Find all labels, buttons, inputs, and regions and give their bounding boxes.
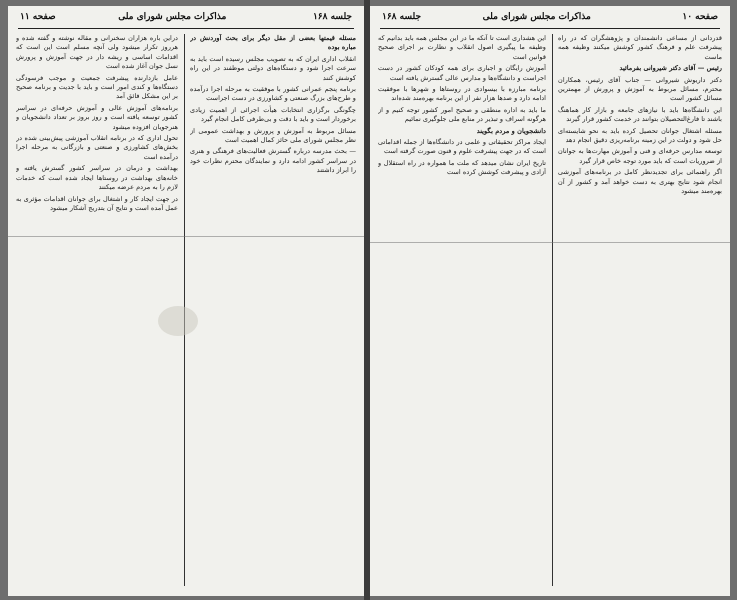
paper-crease [8,236,364,237]
column-divider [552,34,553,586]
paragraph: دانشجویان و مردم بگویند [476,126,546,135]
paragraph: برنامه‌های آموزش عالی و آموزش حرفه‌ای در سراسر کشور توسعه یافته است و روز بروز بر تعداد دانشجویان و هنرجویان افزوده میشود [16,103,178,131]
paragraph: تاریخ ایران نشان میدهد که ملت ما همواره در راه استقلال و آزادی و پیشرفت کوشش کرده است [378,158,546,177]
left-outer-column [16,34,178,588]
right-page-number: صفحه ۱۰ [682,12,718,22]
left-page-number: صفحه ۱۱ [20,12,56,22]
paragraph: آموزش رایگان و اجباری برای همه کودکان کشور در دست اجراست و دانشگاه‌ها و مدارس عالی گسترش یافته است [378,64,546,82]
paragraph: تحول اداری که در برنامه انقلاب آموزشی پیش‌بینی شده در بخش‌های کشاورزی و صنعتی و بازرگانی به مرحله اجرا درآمده است [16,134,178,161]
paragraph: مسئله اشتغال جوانان تحصیل کرده باید به نحو شایسته‌ای حل شود و دولت در این زمینه برنامه‌ریزی دقیق انجام دهد [558,126,722,145]
paragraph: — بحث مدرسه درباره گسترش فعالیت‌های فرهنگی و هنری در سراسر کشور ادامه دارد و نمایندگان محترم نظرات خود را ابراز داشتند [190,147,356,175]
left-session-label: جلسه ۱۶۸ [312,12,352,22]
paper-crease [370,242,730,243]
paper-stain [158,306,198,336]
paragraph: این دانشگاه‌ها باید با نیازهای جامعه و بازار کار هماهنگ باشند تا فارغ‌التحصیلان بتوانند در خدمت کشور قرار گیرند [558,105,722,124]
paragraph: در جهت ایجاد کار و اشتغال برای جوانان اقدامات مؤثری به عمل آمده است و نتایج آن بتدریج آشکار میشود [16,194,178,212]
paragraph: عامل بازدارنده پیشرفت جمعیت و موجب فرسودگی دستگاه‌ها و کندی امور است و باید با جدیت و برنامه صحیح بر این مشکل فائق آمد [16,73,178,101]
right-session-label: جلسه ۱۶۸ [382,12,422,22]
speaker-heading: رئیس — آقای دکتر شیروانی بفرمائید [619,64,722,73]
paragraph: برنامه پنجم عمرانی کشور با موفقیت به مرحله اجرا درآمده و طرح‌های بزرگ صنعتی و کشاورزی در دست اجراست [190,85,356,103]
right-outer-column [558,34,722,588]
paragraph: قدردانی از مساعی دانشمندان و پژوهشگران که در راه پیشرفت علم و فرهنگ کشور کوشش میکنند وظیفه همه ماست [558,34,722,61]
right-title: مذاکرات مجلس شورای ملی [482,12,591,22]
paragraph: چگونگی برگزاری انتخابات هیأت اجرائی از اهمیت زیادی برخوردار است و باید با دقت و بی‌طرفی کامل انجام گیرد [190,105,356,124]
paragraph: دکتر داریوش شیروانی — جناب آقای رئیس، همکاران محترم، مسائل مربوط به آموزش و پرورش از مهمترین مسائل کشور است [558,75,722,103]
paragraph: توسعه مدارس حرفه‌ای و فنی و آموزش مهارت‌ها به جوانان از ضروریات است که باید مورد توجه خاص قرار گیرد [558,147,722,165]
paragraph: ما باید به اداره منطقی و صحیح امور کشور توجه کنیم و از هرگونه اسراف و تبذیر در منابع ملی جلوگیری نمائیم [378,105,546,124]
paragraph: بهداشت و درمان در سراسر کشور گسترش یافته و خانه‌های بهداشت در روستاها ایجاد شده است که خدمات لازم را به مردم عرضه میکنند [16,164,178,192]
paragraph: مسائل مربوط به آموزش و پرورش و بهداشت عمومی از نظر مجلس شورای ملی حائز کمال اهمیت است [190,126,356,145]
left-page [8,6,364,596]
paragraph: برنامه مبارزه با بیسوادی در روستاها و شهرها با موفقیت ادامه دارد و صدها هزار نفر از این برنامه بهره‌مند شده‌اند [378,85,546,103]
paragraph: مسئله قیمتها بعضی از مقل دیگر برای بحث آوردنش در مباره بوده [190,34,356,52]
paragraph: این هشداری است تا آنکه ما در این مجلس همه باید بدانیم که وظیفه ما پیگیری اصول انقلاب و نظارت بر اجرای صحیح قوانین است [378,34,546,61]
paragraph: ایجاد مراکز تحقیقاتی و علمی در دانشگاه‌ها از جمله اقداماتی است که در جهت پیشرفت علوم و فنون صورت گرفته است [378,138,546,156]
right-page-header [380,12,720,29]
paragraph: دراین باره هزاران سخنرانی و مقاله نوشته و گفته شده و هرروز تکرار میشود ولی آنچه مسلم است این است که اقدامات اساسی و ریشه دار در جهت آموزش و پرورش نسل جوان آغاز شده است [16,34,178,71]
paragraph: انقلاب اداری ایران که به تصویب مجلس رسیده است باید به سرعت اجرا شود و دستگاه‌های دولتی موظفند در این راه کوشش کنند [190,54,356,82]
paragraph: اگر راهنمائی برای تجدیدنظر کامل در برنامه‌های آموزشی انجام شود نتایج بهتری به دست خواهد آمد و کشور از آن بهره‌مند میشود [558,168,722,196]
left-page-header [18,12,354,29]
left-inner-column [190,34,356,588]
right-inner-column [378,34,546,588]
left-title: مذاکرات مجلس شورای ملی [118,12,227,22]
right-page [370,6,730,596]
